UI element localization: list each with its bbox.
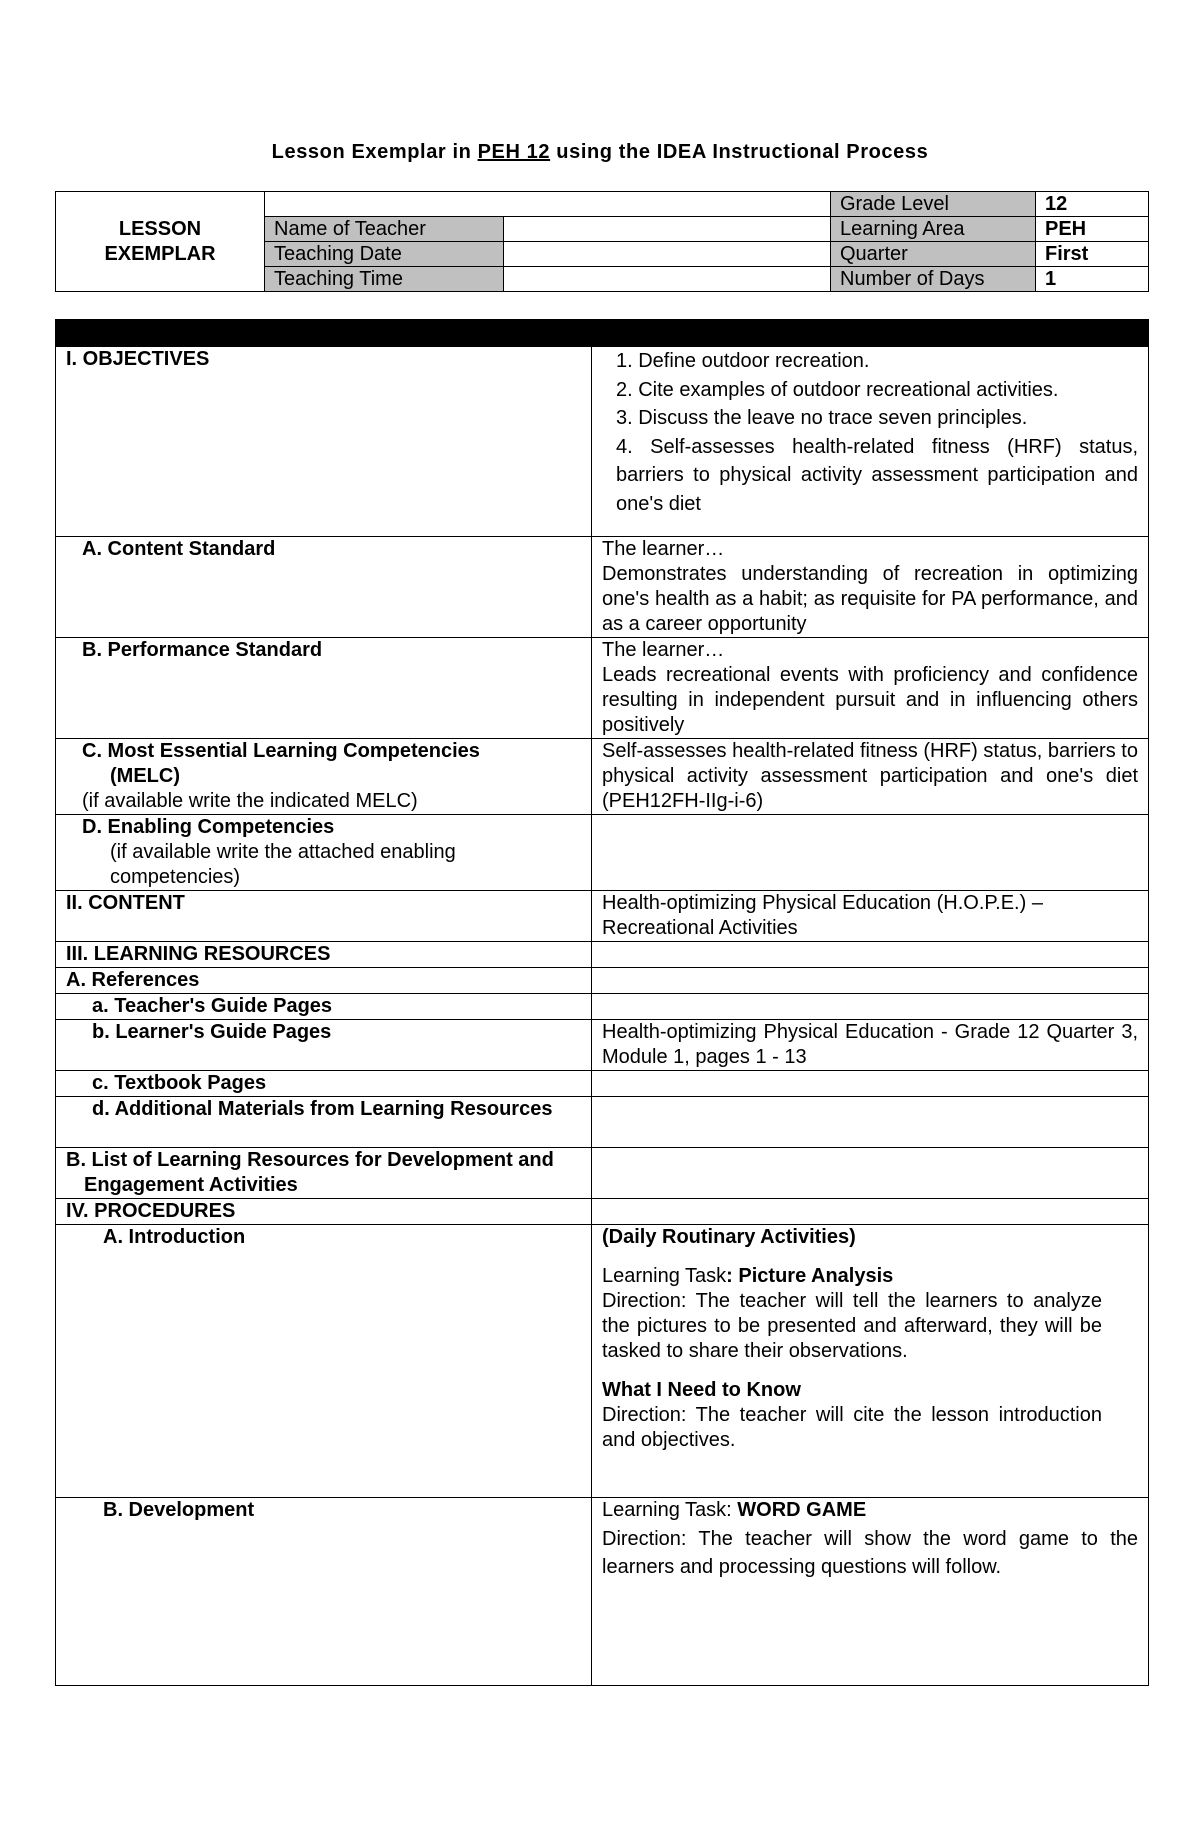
routine-text: (Daily Routinary Activities) bbox=[602, 1226, 856, 1248]
content-standard-row bbox=[56, 537, 1149, 638]
performance-standard-label: B. Performance Standard bbox=[56, 638, 592, 739]
enabling-row bbox=[56, 815, 1149, 891]
header-blank bbox=[265, 192, 831, 217]
content-row bbox=[56, 891, 1149, 942]
learners-guide-label: b. Learner's Guide Pages bbox=[56, 1020, 592, 1071]
development-row bbox=[56, 1498, 1149, 1686]
teachers-guide-label: a. Teacher's Guide Pages bbox=[56, 994, 592, 1020]
additional-materials-value[interactable] bbox=[592, 1097, 1149, 1148]
objective-item: 3. Discuss the leave no trace seven principles. bbox=[616, 407, 1028, 429]
teaching-date-field[interactable] bbox=[504, 242, 831, 267]
lesson-table bbox=[55, 319, 1149, 1686]
what-i-need-to-know: What I Need to Know bbox=[602, 1379, 801, 1401]
list-resources-value[interactable] bbox=[592, 1148, 1149, 1199]
introduction-value bbox=[592, 1225, 1149, 1498]
page-title: Lesson Exemplar in PEH 12 using the IDEA Instructional Process bbox=[271, 141, 929, 163]
textbook-label: c. Textbook Pages bbox=[56, 1071, 592, 1097]
learning-resources-label: III. LEARNING RESOURCES bbox=[56, 942, 592, 968]
learning-resources-row bbox=[56, 942, 1149, 968]
picture-analysis-direction: Direction: The teacher will tell the learners to analyze the pictures to be presented and afterward, they will be tasked to share their observations. bbox=[602, 1290, 1102, 1362]
name-of-teacher-field[interactable] bbox=[504, 217, 831, 242]
content-standard-value: The learner… Demonstrates understanding of recreation in optimizing one's health as a habit; as requisite for PA performance, and as a career opportunity bbox=[592, 537, 1149, 638]
teaching-time-field[interactable] bbox=[504, 267, 831, 292]
introduction-row bbox=[56, 1225, 1149, 1498]
teaching-date-label: Teaching Date bbox=[265, 242, 504, 267]
days-value: 1 bbox=[1036, 267, 1149, 292]
enabling-value[interactable] bbox=[592, 815, 1149, 891]
melc-label: C. Most Essential Learning Competencies (MELC) (if available write the indicated MELC) bbox=[56, 739, 592, 815]
development-value bbox=[592, 1498, 1149, 1686]
textbook-value[interactable] bbox=[592, 1071, 1149, 1097]
learners-guide-value: Health-optimizing Physical Education - Grade 12 Quarter 3, Module 1, pages 1 - 13 bbox=[592, 1020, 1149, 1071]
list-resources-label: B. List of Learning Resources for Development and Engagement Activities bbox=[56, 1148, 592, 1199]
teachers-guide-row bbox=[56, 994, 1149, 1020]
textbook-row bbox=[56, 1071, 1149, 1097]
table-header-bar bbox=[56, 320, 1149, 347]
objectives-list bbox=[592, 347, 1149, 537]
word-game-task: Learning Task: WORD GAME bbox=[602, 1499, 867, 1521]
content-standard-label: A. Content Standard bbox=[56, 537, 592, 638]
objectives-label: I. OBJECTIVES bbox=[56, 347, 592, 537]
references-label: A. References bbox=[56, 968, 592, 994]
days-label: Number of Days bbox=[831, 267, 1036, 292]
melc-row bbox=[56, 739, 1149, 815]
melc-value: Self-assesses health-related fitness (HRF) status, barriers to physical activity assessment participation and one's diet (PEH12FH-IIg-i-6) bbox=[592, 739, 1149, 815]
subject-code: PEH 12 bbox=[477, 141, 551, 163]
word-game-direction: Direction: The teacher will show the word game to the learners and processing questions will follow. bbox=[602, 1528, 1138, 1578]
references-row bbox=[56, 968, 1149, 994]
learning-area-label: Learning Area bbox=[831, 217, 1036, 242]
teachers-guide-value[interactable] bbox=[592, 994, 1149, 1020]
name-of-teacher-label: Name of Teacher bbox=[265, 217, 504, 242]
quarter-label: Quarter bbox=[831, 242, 1036, 267]
need-to-know-direction: Direction: The teacher will cite the lesson introduction and objectives. bbox=[602, 1404, 1102, 1451]
picture-analysis-task: Learning Task: Picture Analysis bbox=[602, 1265, 894, 1287]
additional-materials-row bbox=[56, 1097, 1149, 1148]
objective-item: 1. Define outdoor recreation. bbox=[616, 350, 870, 372]
performance-standard-row bbox=[56, 638, 1149, 739]
learners-guide-row bbox=[56, 1020, 1149, 1071]
objective-item: 4. Self-assesses health-related fitness (HRF) status, barriers to physical activity assessment participation and one's diet bbox=[616, 435, 1138, 515]
lesson-exemplar-label: LESSON EXEMPLAR bbox=[56, 192, 265, 292]
teaching-time-label: Teaching Time bbox=[265, 267, 504, 292]
development-label: B. Development bbox=[56, 1498, 592, 1686]
header-table bbox=[55, 191, 1149, 292]
enabling-note: (if available write the attached enabling competencies) bbox=[110, 841, 456, 888]
content-label: II. CONTENT bbox=[56, 891, 592, 942]
grade-level-label: Grade Level bbox=[831, 192, 1036, 217]
objectives-row bbox=[56, 347, 1149, 537]
performance-standard-value: The learner… Leads recreational events with proficiency and confidence resulting in independent pursuit and in influencing others positively bbox=[592, 638, 1149, 739]
content-value: Health-optimizing Physical Education (H.O.P.E.) – Recreational Activities bbox=[592, 891, 1149, 942]
objective-item: 2. Cite examples of outdoor recreational activities. bbox=[616, 378, 1059, 401]
melc-note: (if available write the indicated MELC) bbox=[82, 790, 418, 812]
list-resources-row bbox=[56, 1148, 1149, 1199]
quarter-value: First bbox=[1036, 242, 1149, 267]
learning-area-value: PEH bbox=[1036, 217, 1149, 242]
additional-materials-label: d. Additional Materials from Learning Resources bbox=[56, 1097, 592, 1148]
grade-level-value: 12 bbox=[1036, 192, 1149, 217]
enabling-label: D. Enabling Competencies (if available write the attached enabling competencies) bbox=[56, 815, 592, 891]
procedures-row bbox=[56, 1199, 1149, 1225]
introduction-label: A. Introduction bbox=[56, 1225, 592, 1498]
procedures-label: IV. PROCEDURES bbox=[56, 1199, 592, 1225]
